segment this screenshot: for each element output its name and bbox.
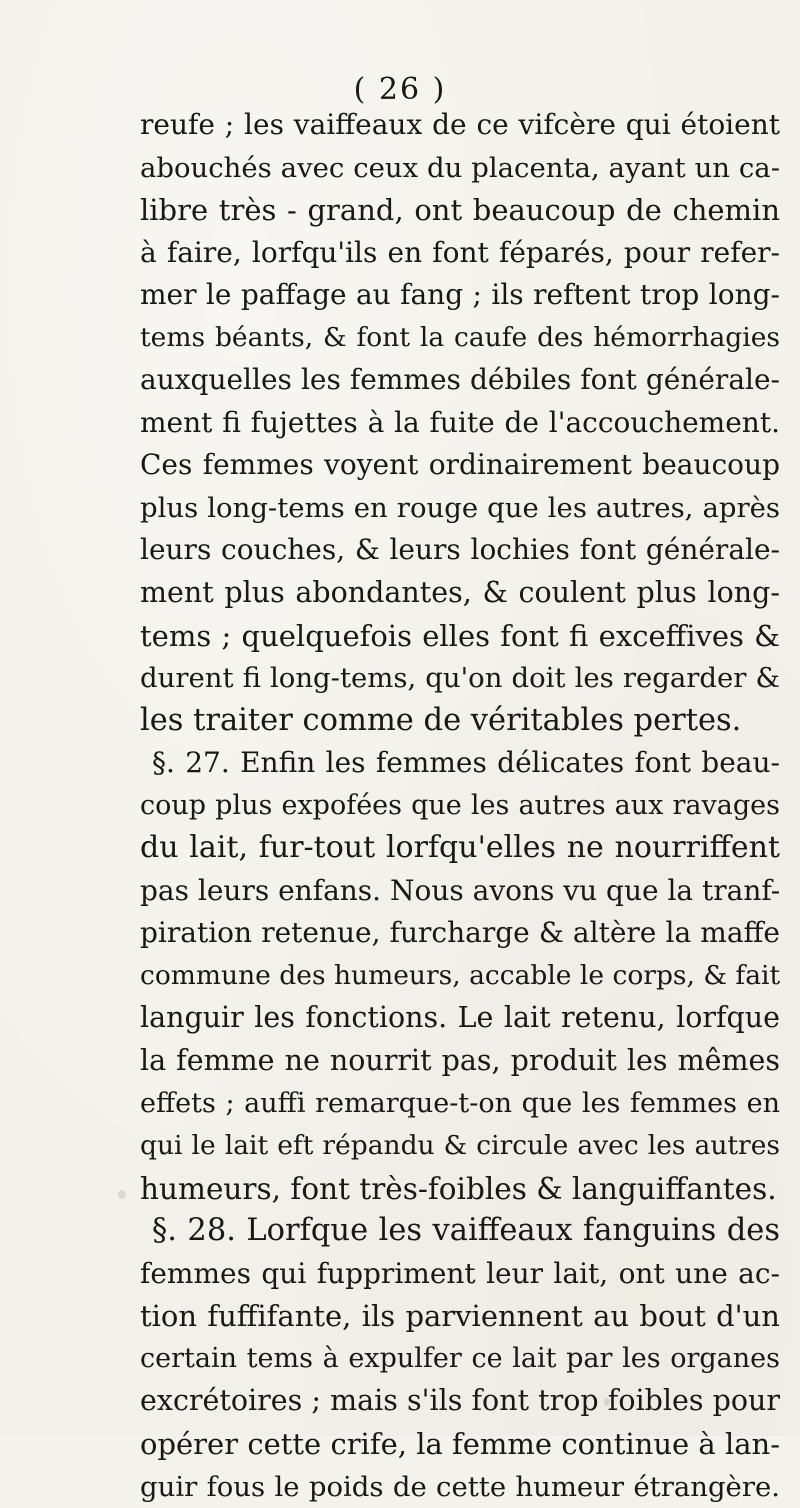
text-line: humeurs, font très-foibles & languiffantes. bbox=[140, 1168, 780, 1211]
text-line: effets ; auffi remarque-t-on que les femmes en bbox=[140, 1083, 780, 1126]
text-line: Ces femmes voyent ordinairement beaucoup bbox=[140, 444, 780, 487]
text-line: excrétoires ; mais s'ils font trop foibles pour bbox=[140, 1380, 780, 1423]
text-line: ment plus abondantes, & coulent plus long- bbox=[140, 572, 780, 615]
paper-stain bbox=[118, 1190, 126, 1199]
text-line: pas leurs enfans. Nous avons vu que la tranf- bbox=[140, 870, 780, 913]
text-line: piration retenue, furcharge & altère la maffe bbox=[140, 912, 780, 955]
text-line: guir fous le poids de cette humeur étrangère. bbox=[140, 1466, 780, 1508]
text-line: tems béants, & font la caufe des hémorrhagies bbox=[140, 317, 780, 360]
section-heading-line: §. 28. Lorfque les vaiffeaux fanguins des bbox=[140, 1210, 780, 1253]
text-line: tion fuffifante, ils parviennent au bout d'un bbox=[140, 1295, 780, 1338]
paper-stain bbox=[604, 1398, 610, 1406]
text-line: leurs couches, & leurs lochies font générale- bbox=[140, 529, 780, 572]
text-line: durent fi long-tems, qu'on doit les regarder & bbox=[140, 657, 780, 700]
text-line: la femme ne nourrit pas, produit les mêmes bbox=[140, 1040, 780, 1083]
text-line: les traiter comme de véritables pertes. bbox=[140, 700, 780, 743]
text-line: languir les fonctions. Le lait retenu, lorfque bbox=[140, 997, 780, 1040]
text-line: abouchés avec ceux du placenta, ayant un ca- bbox=[140, 147, 780, 190]
text-line: libre très - grand, ont beaucoup de chemin bbox=[140, 189, 780, 232]
text-line: auxquelles les femmes débiles font générale- bbox=[140, 359, 780, 402]
text-line: à faire, lorfqu'ils en font féparés, pour refer- bbox=[140, 232, 780, 275]
section-heading-line: §. 27. Enfin les femmes délicates font beau- bbox=[140, 742, 780, 785]
text-line: commune des humeurs, accable le corps, & fait bbox=[140, 955, 780, 998]
text-line: tems ; quelquefois elles font fi exceffives & bbox=[140, 615, 780, 658]
text-line: ment fi fujettes à la fuite de l'accouchement. bbox=[140, 402, 780, 445]
text-line: reufe ; les vaiffeaux de ce vifcère qui étoient bbox=[140, 104, 780, 147]
text-line: mer le paffage au fang ; ils reftent trop long- bbox=[140, 274, 780, 317]
text-line: coup plus expofées que les autres aux ravages bbox=[140, 785, 780, 828]
page-number: ( 26 ) bbox=[0, 72, 800, 107]
text-line: plus long-tems en rouge que les autres, après bbox=[140, 487, 780, 530]
text-line: certain tems à expulfer ce lait par les organes bbox=[140, 1338, 780, 1381]
text-line: du lait, fur-tout lorfqu'elles ne nourriffent bbox=[140, 827, 780, 870]
text-line: opérer cette crife, la femme continue à lan- bbox=[140, 1423, 780, 1466]
text-line: femmes qui fuppriment leur lait, ont une ac- bbox=[140, 1253, 780, 1296]
text-line: qui le lait eft répandu & circule avec les autres bbox=[140, 1125, 780, 1168]
body-text bbox=[140, 104, 780, 1508]
